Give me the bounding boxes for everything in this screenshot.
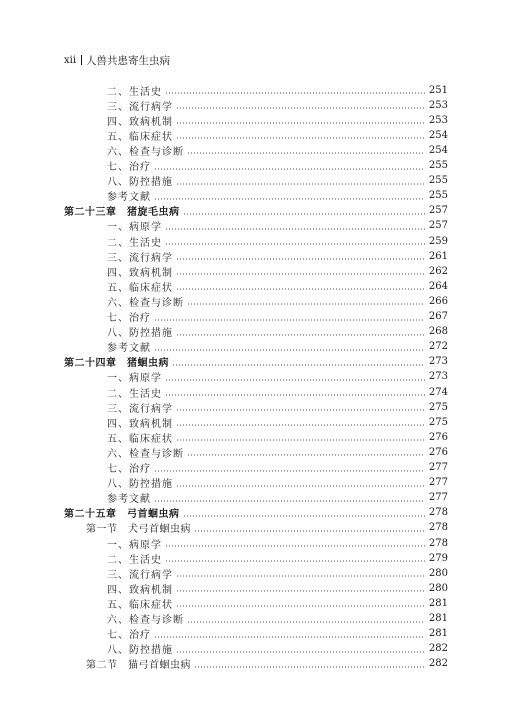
toc-entry-page: 267 [428, 311, 448, 322]
toc-entry-page: 255 [428, 160, 448, 171]
toc-entry-page: 273 [428, 371, 448, 383]
dot-leader [165, 92, 425, 94]
toc-item-row [107, 113, 448, 127]
dot-leader [176, 485, 425, 487]
toc-item-row [107, 566, 448, 580]
toc-entry-title: 二、生活史 [107, 554, 162, 566]
toc-entry-page: 275 [428, 401, 448, 413]
dot-leader [165, 560, 425, 562]
toc-entry-page: 277 [428, 477, 448, 489]
dot-leader [176, 137, 425, 139]
toc-entry-title: 第二节 猫弓首蛔虫病 [86, 660, 191, 672]
toc-entry-title: 三、流行病学 [107, 569, 173, 581]
toc-item-row [107, 294, 448, 308]
toc-item-row [107, 174, 448, 188]
toc-entry-title: 第二十三章 猪旋毛虫病 [64, 207, 180, 219]
toc-entry-page: 264 [428, 280, 448, 292]
toc-entry-title: 八、防控措施 [107, 328, 173, 340]
toc-entry-title: 七、治疗 [107, 464, 151, 475]
toc-entry-title: 二、生活史 [107, 86, 162, 98]
dot-leader [176, 575, 425, 577]
dot-leader [176, 122, 425, 124]
toc-entry-page: 281 [428, 597, 448, 609]
dot-leader [176, 605, 425, 607]
dot-leader [183, 213, 426, 215]
toc-entry-page: 251 [428, 84, 448, 96]
dot-leader [154, 198, 425, 200]
toc-item-row [107, 596, 448, 610]
toc-entry-page: 254 [428, 129, 448, 141]
toc-entry-title: 五、临床症状 [107, 599, 173, 611]
toc-entry-title: 六、检查与诊断 [107, 146, 184, 158]
dot-leader [176, 439, 425, 441]
toc-item-row [107, 264, 448, 278]
toc-entry-page: 276 [428, 446, 448, 458]
dot-leader [154, 470, 425, 472]
toc-entry-page: 277 [428, 462, 448, 473]
toc-entry-title: 六、检查与诊断 [107, 615, 184, 626]
toc-references-row [107, 340, 448, 354]
toc-entry-page: 261 [428, 250, 448, 262]
toc-section-row [86, 657, 448, 671]
toc-item-row [107, 310, 448, 324]
toc-entry-title: 六、检查与诊断 [107, 297, 184, 309]
toc-entry-page: 281 [428, 613, 448, 624]
toc-entry-title: 三、流行病学 [107, 101, 173, 113]
toc-entry-page: 280 [428, 582, 448, 594]
toc-entry-title: 四、致病机制 [107, 116, 173, 128]
toc-item-row [107, 461, 448, 475]
toc-entry-title: 第二十四章 猪蛔虫病 [64, 358, 169, 370]
toc-entry-page: 274 [428, 386, 448, 398]
dot-leader [154, 319, 425, 321]
dot-leader [176, 273, 425, 275]
toc-item-row [107, 415, 448, 429]
toc-entry-title: 五、临床症状 [107, 282, 173, 294]
toc-item-row [107, 642, 448, 656]
toc-entry-page: 276 [428, 431, 448, 443]
toc-item-row [107, 128, 448, 142]
toc-entry-title: 八、防控措施 [107, 479, 173, 491]
toc-entry-page: 266 [428, 295, 448, 307]
toc-item-row [107, 385, 448, 399]
toc-entry-page: 278 [428, 507, 448, 519]
toc-entry-title: 七、治疗 [107, 630, 151, 642]
toc-entry-page: 281 [428, 628, 448, 640]
toc-entry-title: 参考文献 [107, 494, 151, 506]
dot-leader [176, 334, 425, 336]
toc-chapter-row [64, 506, 448, 520]
toc-item-row [107, 98, 448, 112]
toc-entry-title: 四、致病机制 [107, 418, 173, 430]
toc-entry-title: 第二十五章 弓首蛔虫病 [64, 509, 180, 521]
dot-leader [165, 545, 425, 547]
toc-item-row [107, 325, 448, 339]
toc-entry-page: 253 [428, 114, 448, 126]
dot-leader [187, 454, 425, 456]
toc-entry-title: 六、检查与诊断 [107, 448, 184, 460]
toc-entry-title: 八、防控措施 [107, 177, 173, 189]
toc-item-row [107, 279, 448, 293]
toc-entry-page: 253 [428, 99, 448, 111]
toc-item-row [107, 612, 448, 626]
toc-entry-page: 282 [428, 658, 448, 670]
toc-section-row [86, 521, 448, 535]
dot-leader [194, 666, 425, 668]
toc-item-row [107, 430, 448, 444]
toc-entry-page: 255 [428, 190, 448, 202]
toc-entry-page: 257 [428, 205, 448, 217]
toc-item-row [107, 370, 448, 384]
dot-leader [187, 303, 425, 305]
dot-leader [176, 258, 425, 260]
dot-leader [176, 107, 425, 109]
toc-references-row [107, 189, 448, 203]
dot-leader [154, 636, 425, 638]
toc-entry-page: 278 [428, 537, 448, 549]
toc-entry-page: 268 [428, 326, 448, 338]
toc-item-row [107, 219, 448, 233]
header-book-title: 人兽共患寄生虫病 [86, 54, 171, 67]
toc-item-row [107, 249, 448, 263]
dot-leader [165, 394, 425, 396]
toc-entry-page: 280 [428, 567, 448, 579]
running-header [64, 52, 170, 68]
toc-item-row [107, 143, 448, 157]
toc-item-row [107, 234, 448, 248]
toc-entry-page: 255 [428, 175, 448, 187]
toc-entry-title: 七、治疗 [107, 313, 151, 324]
toc-item-row [107, 581, 448, 595]
dot-leader [165, 228, 425, 230]
dot-leader [176, 183, 425, 185]
dot-leader [176, 288, 425, 290]
toc-item-row [107, 551, 448, 565]
dot-leader [165, 379, 425, 381]
dot-leader [176, 651, 425, 653]
toc-entry-page: 282 [428, 643, 448, 655]
toc-entry-title: 一、病原学 [107, 373, 162, 385]
header-page-number: xii [64, 54, 77, 66]
toc-entry-title: 一、病原学 [107, 539, 162, 551]
toc-entry-title: 三、流行病学 [107, 403, 173, 415]
dot-leader [154, 168, 425, 170]
toc-entry-title: 参考文献 [107, 343, 151, 355]
toc-item-row [107, 627, 448, 641]
toc-chapter-row [64, 204, 448, 218]
toc-entry-page: 262 [428, 265, 448, 277]
toc-entry-page: 275 [428, 416, 448, 428]
toc-item-row [107, 400, 448, 414]
dot-leader [176, 590, 425, 592]
toc-chapter-row [64, 355, 448, 369]
toc-entry-page: 278 [428, 522, 448, 534]
toc-entry-title: 五、临床症状 [107, 433, 173, 445]
toc-entry-page: 279 [428, 552, 448, 564]
toc-entry-title: 二、生活史 [107, 237, 162, 249]
dot-leader [172, 364, 425, 366]
dot-leader [154, 349, 425, 351]
toc-entry-page: 273 [428, 356, 448, 368]
toc-item-row [107, 476, 448, 490]
dot-leader [165, 243, 425, 245]
toc-entry-title: 四、致病机制 [107, 267, 173, 279]
toc-entry-title: 三、流行病学 [107, 252, 173, 264]
toc-entry-page: 257 [428, 220, 448, 232]
dot-leader [187, 621, 425, 623]
dot-leader [183, 515, 426, 517]
dot-leader [154, 500, 425, 502]
toc-item-row [107, 536, 448, 550]
toc-entry-page: 259 [428, 235, 448, 247]
toc-entry-title: 参考文献 [107, 192, 151, 204]
toc-entry-title: 七、治疗 [107, 162, 151, 173]
toc-references-row [107, 491, 448, 505]
toc-entry-title: 第一节 犬弓首蛔虫病 [86, 524, 191, 536]
header-divider [81, 55, 82, 65]
dot-leader [187, 152, 425, 154]
dot-leader [194, 530, 425, 532]
dot-leader [176, 409, 425, 411]
toc-entry-title: 一、病原学 [107, 222, 162, 234]
dot-leader [176, 424, 425, 426]
toc-entry-page: 277 [428, 492, 448, 504]
toc-item-row [107, 159, 448, 173]
toc-entry-page: 272 [428, 341, 448, 353]
toc-item-row [107, 445, 448, 459]
toc-entry-title: 四、致病机制 [107, 584, 173, 596]
toc-entry-page: 254 [428, 144, 448, 156]
toc-entry-title: 八、防控措施 [107, 645, 173, 657]
toc-entry-title: 五、临床症状 [107, 131, 173, 143]
toc-entry-title: 二、生活史 [107, 388, 162, 400]
toc-item-row [107, 83, 448, 97]
